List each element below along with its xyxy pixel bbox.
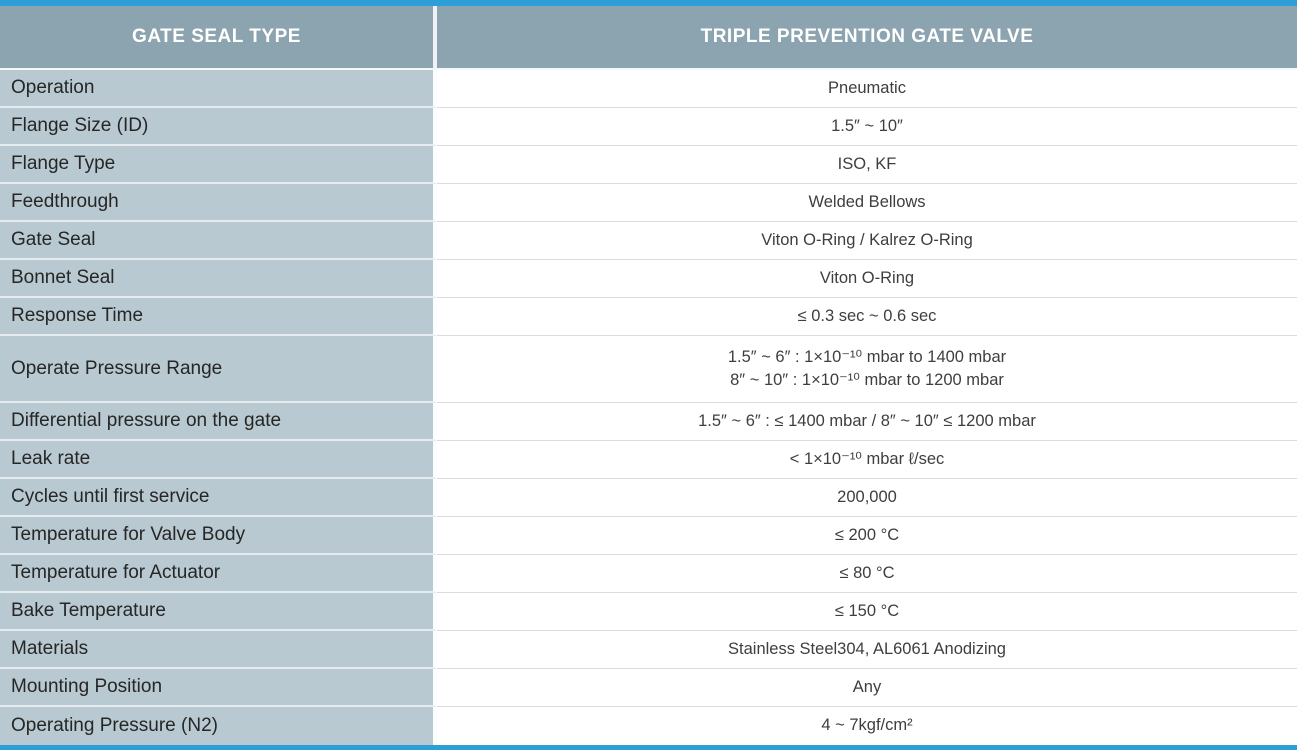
row-label: Differential pressure on the gate: [0, 403, 437, 441]
row-value: [437, 222, 1297, 260]
row-value-line: 8″ ~ 10″ : 1×10⁻¹⁰ mbar to 1200 mbar: [730, 371, 1004, 389]
row-value: [437, 441, 1297, 479]
row-value-line: < 1×10⁻¹⁰ mbar ℓ/sec: [789, 449, 945, 468]
row-value: [437, 403, 1297, 441]
spec-table: [0, 6, 1297, 745]
row-value: [437, 336, 1297, 403]
row-value: [437, 108, 1297, 146]
row-value: [437, 260, 1297, 298]
spec-row: [0, 336, 1297, 403]
row-value-line: 1.5″ ~ 6″ : 1×10⁻¹⁰ mbar to 1400 mbar: [727, 347, 1007, 366]
row-label: Leak rate: [0, 441, 437, 479]
row-label: Bonnet Seal: [0, 260, 437, 298]
spec-row: [0, 631, 1297, 669]
spec-rows: [0, 70, 1297, 745]
spec-row: [0, 707, 1297, 745]
row-value-line: Pneumatic: [828, 78, 906, 97]
row-label: Flange Size (ID): [0, 108, 437, 146]
row-value: [437, 631, 1297, 669]
header-gate-seal-type: GATE SEAL TYPE: [0, 6, 437, 68]
row-label: Mounting Position: [0, 669, 437, 707]
row-label: Operate Pressure Range: [0, 336, 437, 403]
spec-row: [0, 146, 1297, 184]
spec-row: [0, 222, 1297, 260]
row-value-line: 4 ~ 7kgf/cm²: [821, 716, 913, 735]
spec-row: [0, 517, 1297, 555]
spec-row: [0, 70, 1297, 108]
row-value-line: ≤ 150 °C: [834, 601, 900, 620]
row-label: Gate Seal: [0, 222, 437, 260]
row-label: Bake Temperature: [0, 593, 437, 631]
row-label: Temperature for Valve Body: [0, 517, 437, 555]
row-label: Response Time: [0, 298, 437, 336]
row-value: [437, 555, 1297, 593]
row-value: [437, 669, 1297, 707]
table-header-row: [0, 6, 1297, 70]
row-value-line: ≤ 200 °C: [834, 525, 900, 544]
row-value-line: Welded Bellows: [808, 192, 926, 211]
row-label: Operation: [0, 70, 437, 108]
spec-row: [0, 298, 1297, 336]
row-value-line: 200,000: [837, 487, 897, 506]
row-value: [437, 184, 1297, 222]
spec-row: [0, 555, 1297, 593]
row-label: Materials: [0, 631, 437, 669]
row-label: Cycles until first service: [0, 479, 437, 517]
row-value: [437, 70, 1297, 108]
row-label: Flange Type: [0, 146, 437, 184]
spec-row: [0, 441, 1297, 479]
row-value: [437, 707, 1297, 745]
row-value-line: ISO, KF: [837, 154, 897, 173]
row-value-line: ≤ 80 °C: [839, 563, 895, 582]
spec-row: [0, 108, 1297, 146]
spec-row: [0, 669, 1297, 707]
row-value: [437, 593, 1297, 631]
row-label: Operating Pressure (N2): [0, 707, 437, 745]
row-value-line: Any: [852, 677, 882, 696]
row-value-line: 1.5″ ~ 10″: [831, 116, 903, 135]
row-value: [437, 517, 1297, 555]
spec-row: [0, 260, 1297, 298]
spec-row: [0, 593, 1297, 631]
row-value-line: ≤ 0.3 sec ~ 0.6 sec: [797, 306, 937, 325]
row-label: Temperature for Actuator: [0, 555, 437, 593]
spec-row: [0, 403, 1297, 441]
row-value-line: Viton O-Ring / Kalrez O-Ring: [761, 230, 973, 249]
spec-row: [0, 479, 1297, 517]
row-value-line: 1.5″ ~ 6″ : ≤ 1400 mbar / 8″ ~ 10″ ≤ 1200 mbar: [698, 411, 1036, 430]
spec-row: [0, 184, 1297, 222]
bottom-accent-bar: [0, 745, 1297, 750]
row-value: [437, 479, 1297, 517]
row-value: [437, 298, 1297, 336]
row-value: [437, 146, 1297, 184]
row-value-line: Viton O-Ring: [819, 268, 915, 287]
row-label: Feedthrough: [0, 184, 437, 222]
row-value-line: Stainless Steel304, AL6061 Anodizing: [728, 639, 1006, 658]
header-product-name: TRIPLE PREVENTION GATE VALVE: [437, 6, 1297, 68]
